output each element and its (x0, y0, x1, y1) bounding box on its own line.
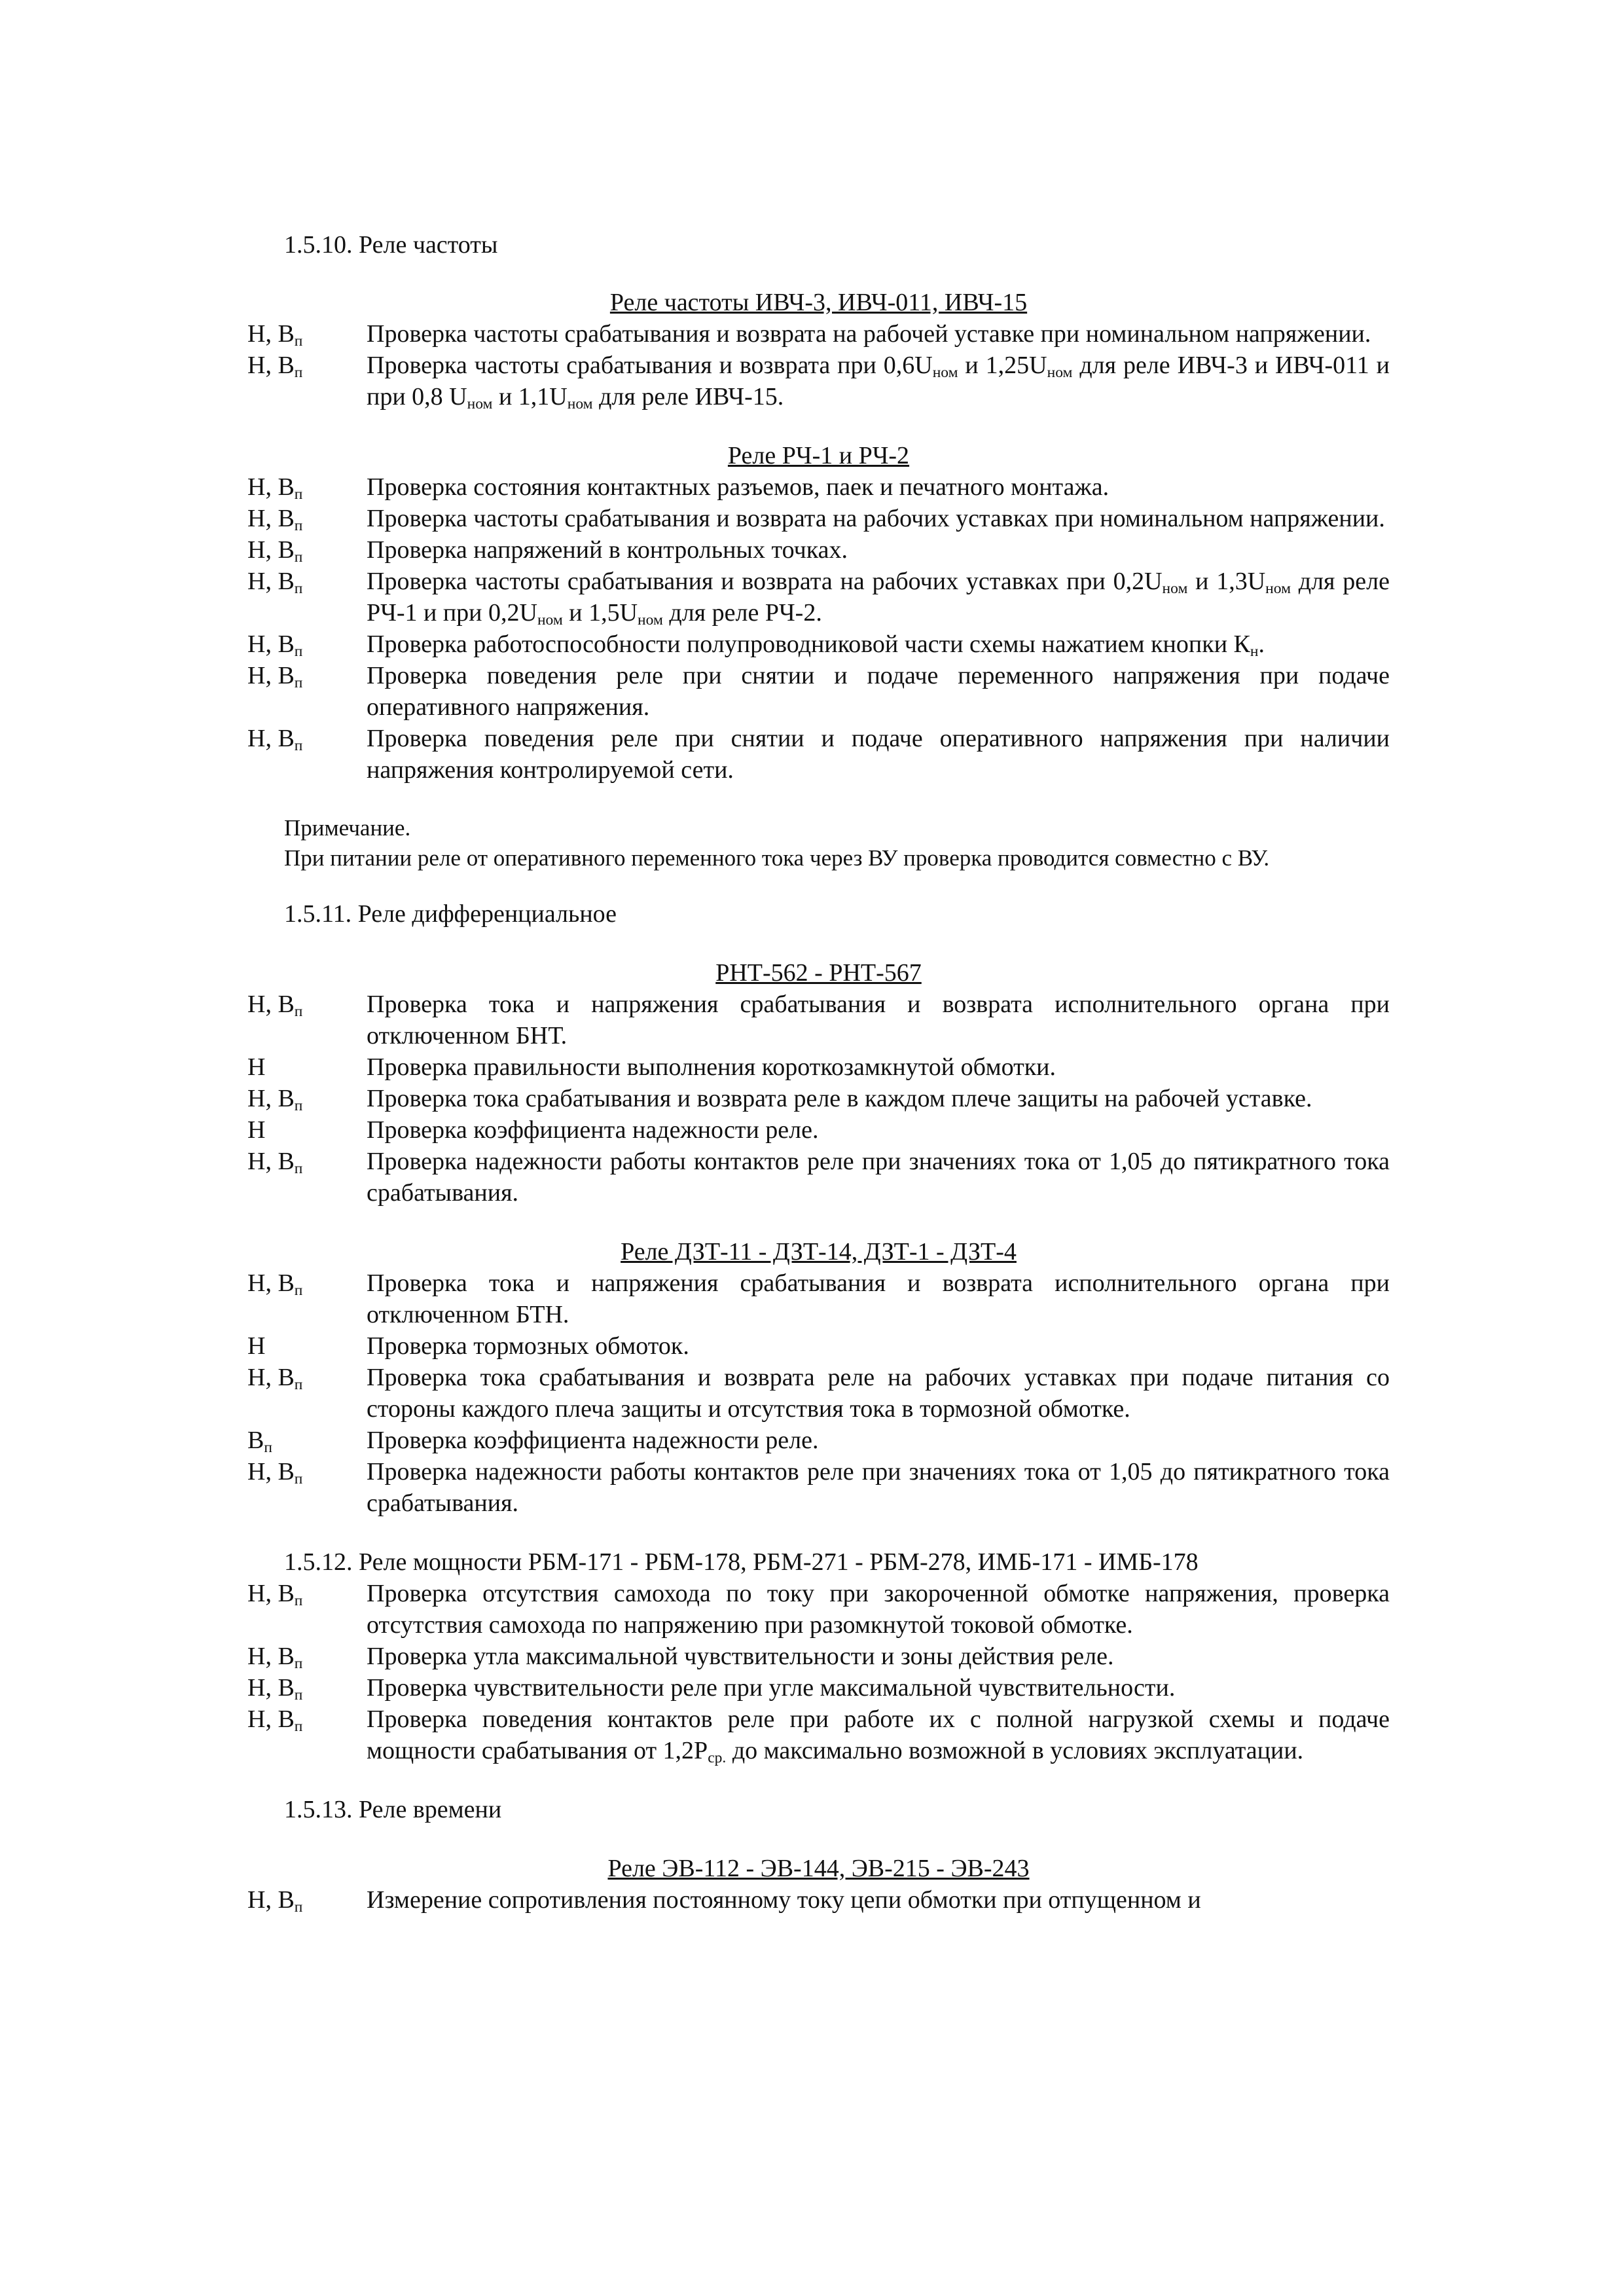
requirement-item (247, 1146, 1390, 1209)
test-category-code: $В_п$ (247, 1427, 272, 1456)
test-category-code: Н, $В_п$ (247, 1705, 303, 1735)
relay-group-heading: Реле частоты ИВЧ-3, ИВЧ-011, ИВЧ-15 (609, 289, 1028, 316)
test-category-code: Н, $В_п$ (247, 505, 303, 534)
requirement-text: Проверка тормозных обмоток. (367, 1332, 689, 1360)
test-category-code: Н (247, 1116, 266, 1144)
requirement-item (247, 1083, 1390, 1114)
requirement-text: Проверка частоты срабатывания и возврата на рабочих уставках при $0,2U_{ном}$ и $1,3U_{ном}$ для реле РЧ-1 и при $0,2U_{ном}$ и $1,5U_{ном}$ для реле РЧ-2. (367, 568, 1390, 629)
requirement-item (247, 723, 1390, 786)
test-category-code: Н, $В_п$ (247, 1674, 303, 1704)
requirement-item (247, 629, 1390, 660)
test-category-code: Н, $В_п$ (247, 991, 303, 1020)
test-category-code: Н, $В_п$ (247, 630, 303, 660)
requirement-item (247, 1641, 1390, 1672)
relay-group-heading: РНТ-562 - РНТ-567 (715, 959, 922, 987)
test-category-code: Н, $В_п$ (247, 1643, 303, 1672)
section-heading: 1.5.11. Реле дифференциальное (284, 900, 617, 928)
requirement-text: Проверка напряжений в контрольных точках. (367, 536, 848, 564)
requirement-item (247, 1425, 1390, 1456)
requirement-text: Проверка коэффициента надежности реле. (367, 1427, 819, 1454)
requirement-text: Проверка частоты срабатывания и возврата на рабочих уставках при номинальном напряжении. (367, 505, 1385, 532)
requirement-text: Проверка состояния контактных разъемов, паек и печатного монтажа. (367, 473, 1110, 501)
requirement-text: Проверка частоты срабатывания и возврата при $0,6U_{ном}$ и $1,25U_{ном}$ для реле ИВЧ-3 и ИВЧ-011 и при 0,8 $U_{ном}$ и $1,1U_{ном}$ для реле ИВЧ-15. (367, 352, 1390, 412)
requirement-text: Проверка утла максимальной чувствительности и зоны действия реле. (367, 1643, 1114, 1670)
requirement-item (247, 1578, 1390, 1641)
requirement-text: Проверка тока срабатывания и возврата реле на рабочих уставках при подаче питания со стороны каждого плеча защиты и отсутствия тока в тормозной обмотке. (367, 1364, 1390, 1423)
requirement-item (247, 1267, 1390, 1330)
test-category-code: Н, $В_п$ (247, 352, 303, 381)
requirement-text: Проверка поведения реле при снятии и подаче оперативного напряжения при наличии напряжения контролируемой сети. (367, 725, 1390, 784)
relay-group-heading: Реле РЧ-1 и РЧ-2 (727, 442, 910, 469)
document-body (247, 229, 1390, 1916)
test-category-code: Н, $В_п$ (247, 1886, 303, 1916)
requirement-item (247, 1704, 1390, 1766)
test-category-code: Н, $В_п$ (247, 536, 303, 566)
note-text: Примечание. (284, 815, 411, 841)
requirement-text: Проверка правильности выполнения короткозамкнутой обмотки. (367, 1053, 1056, 1081)
requirement-item (247, 660, 1390, 723)
test-category-code: Н, $В_п$ (247, 1580, 303, 1609)
section-heading: 1.5.13. Реле времени (284, 1796, 502, 1823)
requirement-item (247, 318, 1390, 350)
requirement-item (247, 1456, 1390, 1519)
requirement-text: Проверка работоспособности полупроводниковой части схемы нажатием кнопки $К_н$. (367, 630, 1265, 660)
test-category-code: Н, $В_п$ (247, 320, 303, 350)
requirement-text: Проверка тока и напряжения срабатывания и возврата исполнительного органа при отключенном БНТ. (367, 991, 1390, 1049)
test-category-code: Н, $В_п$ (247, 662, 303, 691)
requirement-text: Проверка частоты срабатывания и возврата на рабочей уставке при номинальном напряжении. (367, 320, 1371, 348)
test-category-code: Н, $В_п$ (247, 1085, 303, 1114)
note-text: При питании реле от оперативного переменного тока через ВУ проверка проводится совместно с ВУ. (284, 845, 1270, 871)
requirement-item (247, 1672, 1390, 1704)
test-category-code: Н (247, 1053, 266, 1081)
test-category-code: Н, $В_п$ (247, 568, 303, 597)
requirement-item (247, 350, 1390, 412)
requirement-item (247, 471, 1390, 503)
requirement-text: Проверка надежности работы контактов реле при значениях тока от 1,05 до пятикратного тока срабатывания. (367, 1458, 1390, 1517)
section-heading: 1.5.12. Реле мощности РБМ-171 - РБМ-178, РБМ-271 - РБМ-278, ИМБ-171 - ИМБ-178 (284, 1548, 1199, 1576)
test-category-code: Н, $В_п$ (247, 1364, 303, 1393)
requirement-item (247, 1114, 1390, 1146)
requirement-item (247, 534, 1390, 566)
requirement-item (247, 1051, 1390, 1083)
test-category-code: Н, $В_п$ (247, 1269, 303, 1299)
test-category-code: Н (247, 1332, 266, 1360)
requirement-text: Проверка отсутствия самохода по току при закороченной обмотке напряжения, проверка отсутствия самохода по напряжению при разомкнутой токовой обмотке. (367, 1580, 1390, 1639)
requirement-item (247, 1884, 1390, 1916)
test-category-code: Н, $В_п$ (247, 1148, 303, 1177)
requirement-text: Проверка поведения контактов реле при работе их с полной нагрузкой схемы и подаче мощности срабатывания от $1,2Р_{ср.}$ до максимально возможной в условиях эксплуатации. (367, 1705, 1390, 1766)
requirement-item (247, 989, 1390, 1051)
requirement-item (247, 1362, 1390, 1425)
test-category-code: Н, $В_п$ (247, 725, 303, 754)
requirement-text: Проверка надежности работы контактов реле при значениях тока от 1,05 до пятикратного тока срабатывания. (367, 1148, 1390, 1207)
relay-group-heading: Реле ДЗТ-11 - ДЗТ-14, ДЗТ-1 - ДЗТ-4 (621, 1238, 1017, 1266)
requirement-item (247, 566, 1390, 629)
requirement-text: Проверка коэффициента надежности реле. (367, 1116, 819, 1144)
requirement-item (247, 503, 1390, 534)
requirement-item (247, 1330, 1390, 1362)
requirement-text: Проверка тока срабатывания и возврата реле в каждом плече защиты на рабочей уставке. (367, 1085, 1312, 1112)
requirement-text: Проверка поведения реле при снятии и подаче переменного напряжения при подаче оперативного напряжения. (367, 662, 1390, 721)
test-category-code: Н, $В_п$ (247, 473, 303, 503)
relay-group-heading: Реле ЭВ-112 - ЭВ-144, ЭВ-215 - ЭВ-243 (607, 1855, 1030, 1882)
section-heading: 1.5.10. Реле частоты (284, 231, 498, 259)
requirement-text: Измерение сопротивления постоянному току цепи обмотки при отпущенном и (367, 1886, 1201, 1914)
requirement-text: Проверка чувствительности реле при угле максимальной чувствительности. (367, 1674, 1176, 1702)
requirement-text: Проверка тока и напряжения срабатывания и возврата исполнительного органа при отключенном БТН. (367, 1269, 1390, 1328)
test-category-code: Н, $В_п$ (247, 1458, 303, 1487)
